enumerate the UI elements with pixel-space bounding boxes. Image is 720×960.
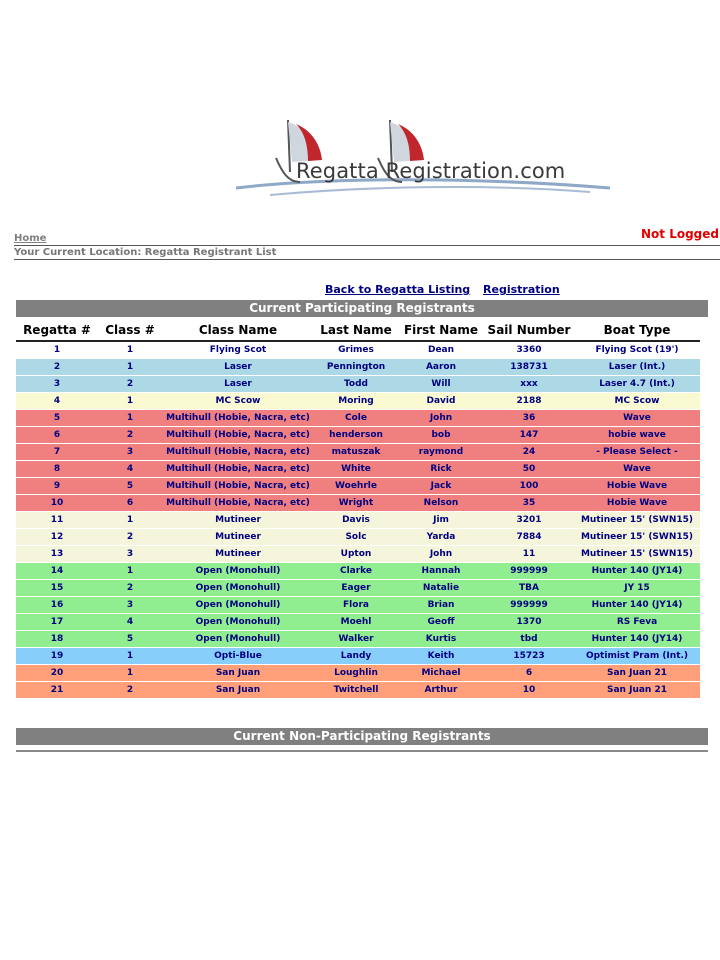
cell-regatta-number: 17 [16, 614, 98, 631]
table-row [16, 563, 700, 580]
cell-boat-type: Wave [574, 461, 700, 478]
cell-class-name: Multihull (Hobie, Nacra, etc) [162, 461, 314, 478]
cell-boat-type: Hunter 140 (JY14) [574, 563, 700, 580]
table-row [16, 393, 700, 410]
registration-link[interactable]: Registration [483, 283, 560, 296]
cell-regatta-number: 9 [16, 478, 98, 495]
cell-first-name: raymond [398, 444, 484, 461]
non-participating-section-header: Current Non-Participating Registrants [16, 728, 708, 745]
cell-class-name: Multihull (Hobie, Nacra, etc) [162, 427, 314, 444]
cell-sail-number: 10 [484, 682, 574, 699]
cell-class-number: 4 [98, 614, 162, 631]
cell-sail-number: 35 [484, 495, 574, 512]
cell-boat-type: RS Feva [574, 614, 700, 631]
cell-regatta-number: 21 [16, 682, 98, 699]
cell-last-name: Moehl [314, 614, 398, 631]
table-row [16, 478, 700, 495]
cell-first-name: Aaron [398, 359, 484, 376]
cell-regatta-number: 4 [16, 393, 98, 410]
registrant-table [16, 320, 700, 699]
cell-boat-type: hobie wave [574, 427, 700, 444]
cell-class-number: 3 [98, 546, 162, 563]
logo-wordmark: Regatta Registration.com [296, 159, 566, 183]
cell-sail-number: 1370 [484, 614, 574, 631]
cell-regatta-number: 8 [16, 461, 98, 478]
cell-sail-number: tbd [484, 631, 574, 648]
table-row [16, 614, 700, 631]
cell-last-name: Solc [314, 529, 398, 546]
cell-boat-type: Laser 4.7 (Int.) [574, 376, 700, 393]
login-status: Not Logged [641, 227, 719, 241]
cell-first-name: Keith [398, 648, 484, 665]
cell-last-name: Walker [314, 631, 398, 648]
table-row [16, 359, 700, 376]
table-row [16, 461, 700, 478]
table-row [16, 427, 700, 444]
cell-class-number: 1 [98, 359, 162, 376]
cell-sail-number: 11 [484, 546, 574, 563]
cell-first-name: Will [398, 376, 484, 393]
cell-sail-number: 7884 [484, 529, 574, 546]
cell-sail-number: 15723 [484, 648, 574, 665]
cell-first-name: Jim [398, 512, 484, 529]
cell-first-name: Michael [398, 665, 484, 682]
cell-class-name: Multihull (Hobie, Nacra, etc) [162, 444, 314, 461]
cell-class-number: 1 [98, 648, 162, 665]
table-row [16, 529, 700, 546]
cell-first-name: Geoff [398, 614, 484, 631]
cell-boat-type: Optimist Pram (Int.) [574, 648, 700, 665]
cell-regatta-number: 3 [16, 376, 98, 393]
cell-sail-number: 999999 [484, 597, 574, 614]
cell-class-name: San Juan [162, 682, 314, 699]
cell-last-name: Twitchell [314, 682, 398, 699]
column-header-class-name: Class Name [162, 320, 314, 341]
cell-class-number: 2 [98, 529, 162, 546]
cell-class-name: San Juan [162, 665, 314, 682]
cell-regatta-number: 16 [16, 597, 98, 614]
cell-class-number: 2 [98, 376, 162, 393]
cell-boat-type: Mutineer 15' (SWN15) [574, 529, 700, 546]
cell-class-number: 5 [98, 478, 162, 495]
back-to-regatta-listing-link[interactable]: Back to Regatta Listing [325, 283, 471, 296]
cell-last-name: Davis [314, 512, 398, 529]
column-header-first-name: First Name [398, 320, 484, 341]
cell-class-number: 2 [98, 580, 162, 597]
cell-class-name: Open (Monohull) [162, 631, 314, 648]
cell-boat-type: Mutineer 15' (SWN15) [574, 512, 700, 529]
cell-class-name: Open (Monohull) [162, 563, 314, 580]
cell-last-name: Grimes [314, 341, 398, 359]
cell-class-name: Flying Scot [162, 341, 314, 359]
cell-first-name: Arthur [398, 682, 484, 699]
column-header-class-number: Class # [98, 320, 162, 341]
table-row [16, 665, 700, 682]
cell-class-number: 1 [98, 410, 162, 427]
cell-regatta-number: 12 [16, 529, 98, 546]
cell-class-name: Open (Monohull) [162, 614, 314, 631]
cell-boat-type: Flying Scot (19') [574, 341, 700, 359]
cell-last-name: Eager [314, 580, 398, 597]
cell-boat-type: San Juan 21 [574, 665, 700, 682]
cell-last-name: Todd [314, 376, 398, 393]
table-row [16, 597, 700, 614]
cell-regatta-number: 7 [16, 444, 98, 461]
cell-sail-number: 138731 [484, 359, 574, 376]
cell-boat-type: Hobie Wave [574, 495, 700, 512]
cell-first-name: bob [398, 427, 484, 444]
cell-class-name: Open (Monohull) [162, 580, 314, 597]
breadcrumb: Your Current Location: Regatta Registrant List [14, 247, 277, 258]
cell-sail-number: 100 [484, 478, 574, 495]
cell-last-name: Wright [314, 495, 398, 512]
cell-sail-number: xxx [484, 376, 574, 393]
cell-class-number: 1 [98, 665, 162, 682]
cell-first-name: Natalie [398, 580, 484, 597]
cell-regatta-number: 19 [16, 648, 98, 665]
breadcrumb-divider [14, 259, 720, 260]
table-row [16, 546, 700, 563]
table-row [16, 648, 700, 665]
table-row [16, 376, 700, 393]
cell-class-number: 3 [98, 444, 162, 461]
cell-class-number: 1 [98, 563, 162, 580]
cell-boat-type: JY 15 [574, 580, 700, 597]
cell-first-name: Kurtis [398, 631, 484, 648]
cell-boat-type: Laser (Int.) [574, 359, 700, 376]
cell-sail-number: TBA [484, 580, 574, 597]
table-row [16, 410, 700, 427]
cell-last-name: Landy [314, 648, 398, 665]
cell-last-name: matuszak [314, 444, 398, 461]
table-row [16, 631, 700, 648]
table-header-row [16, 320, 700, 341]
column-header-sail-number: Sail Number [484, 320, 574, 341]
cell-boat-type: MC Scow [574, 393, 700, 410]
cell-last-name: Flora [314, 597, 398, 614]
cell-class-name: Mutineer [162, 529, 314, 546]
cell-last-name: Upton [314, 546, 398, 563]
cell-regatta-number: 20 [16, 665, 98, 682]
column-header-regatta-number: Regatta # [16, 320, 98, 341]
table-row [16, 580, 700, 597]
cell-class-name: MC Scow [162, 393, 314, 410]
cell-boat-type: Hunter 140 (JY14) [574, 631, 700, 648]
cell-first-name: John [398, 410, 484, 427]
cell-regatta-number: 15 [16, 580, 98, 597]
table-row [16, 512, 700, 529]
sailboat-logo-icon [230, 112, 620, 204]
cell-regatta-number: 5 [16, 410, 98, 427]
cell-sail-number: 3201 [484, 512, 574, 529]
cell-regatta-number: 14 [16, 563, 98, 580]
cell-regatta-number: 2 [16, 359, 98, 376]
cell-regatta-number: 1 [16, 341, 98, 359]
cell-sail-number: 6 [484, 665, 574, 682]
cell-regatta-number: 10 [16, 495, 98, 512]
cell-sail-number: 36 [484, 410, 574, 427]
cell-class-number: 5 [98, 631, 162, 648]
cell-regatta-number: 13 [16, 546, 98, 563]
cell-sail-number: 147 [484, 427, 574, 444]
cell-last-name: Woehrle [314, 478, 398, 495]
cell-sail-number: 3360 [484, 341, 574, 359]
cell-boat-type: Hunter 140 (JY14) [574, 597, 700, 614]
table-row [16, 495, 700, 512]
cell-class-number: 1 [98, 341, 162, 359]
cell-boat-type: San Juan 21 [574, 682, 700, 699]
cell-class-number: 2 [98, 682, 162, 699]
cell-boat-type: Wave [574, 410, 700, 427]
cell-first-name: David [398, 393, 484, 410]
cell-first-name: Jack [398, 478, 484, 495]
cell-class-name: Laser [162, 376, 314, 393]
header-divider [14, 245, 720, 246]
cell-sail-number: 50 [484, 461, 574, 478]
cell-class-number: 6 [98, 495, 162, 512]
cell-first-name: Dean [398, 341, 484, 359]
cell-class-name: Laser [162, 359, 314, 376]
cell-class-name: Multihull (Hobie, Nacra, etc) [162, 478, 314, 495]
table-body [16, 341, 700, 699]
cell-class-name: Mutineer [162, 512, 314, 529]
cell-class-number: 2 [98, 427, 162, 444]
cell-class-number: 1 [98, 512, 162, 529]
cell-class-name: Open (Monohull) [162, 597, 314, 614]
cell-last-name: White [314, 461, 398, 478]
cell-sail-number: 2188 [484, 393, 574, 410]
column-header-last-name: Last Name [314, 320, 398, 341]
home-link[interactable]: Home [14, 233, 47, 244]
cell-class-number: 1 [98, 393, 162, 410]
nav-links [325, 283, 569, 296]
cell-last-name: Loughlin [314, 665, 398, 682]
cell-last-name: Cole [314, 410, 398, 427]
cell-boat-type: - Please Select - [574, 444, 700, 461]
cell-class-name: Opti-Blue [162, 648, 314, 665]
cell-first-name: Rick [398, 461, 484, 478]
cell-class-name: Multihull (Hobie, Nacra, etc) [162, 410, 314, 427]
cell-sail-number: 999999 [484, 563, 574, 580]
cell-last-name: henderson [314, 427, 398, 444]
cell-last-name: Clarke [314, 563, 398, 580]
cell-class-number: 4 [98, 461, 162, 478]
cell-first-name: Nelson [398, 495, 484, 512]
table-row [16, 444, 700, 461]
cell-class-name: Multihull (Hobie, Nacra, etc) [162, 495, 314, 512]
cell-first-name: John [398, 546, 484, 563]
cell-regatta-number: 18 [16, 631, 98, 648]
cell-sail-number: 24 [484, 444, 574, 461]
cell-boat-type: Mutineer 15' (SWN15) [574, 546, 700, 563]
cell-last-name: Pennington [314, 359, 398, 376]
cell-boat-type: Hobie Wave [574, 478, 700, 495]
cell-first-name: Hannah [398, 563, 484, 580]
non-participating-divider [16, 750, 708, 752]
cell-class-number: 3 [98, 597, 162, 614]
table-row [16, 341, 700, 359]
site-logo[interactable] [230, 112, 620, 204]
participating-section-header: Current Participating Registrants [16, 300, 708, 317]
cell-first-name: Brian [398, 597, 484, 614]
cell-regatta-number: 11 [16, 512, 98, 529]
cell-regatta-number: 6 [16, 427, 98, 444]
cell-first-name: Yarda [398, 529, 484, 546]
cell-last-name: Moring [314, 393, 398, 410]
cell-class-name: Mutineer [162, 546, 314, 563]
column-header-boat-type: Boat Type [574, 320, 700, 341]
table-row [16, 682, 700, 699]
